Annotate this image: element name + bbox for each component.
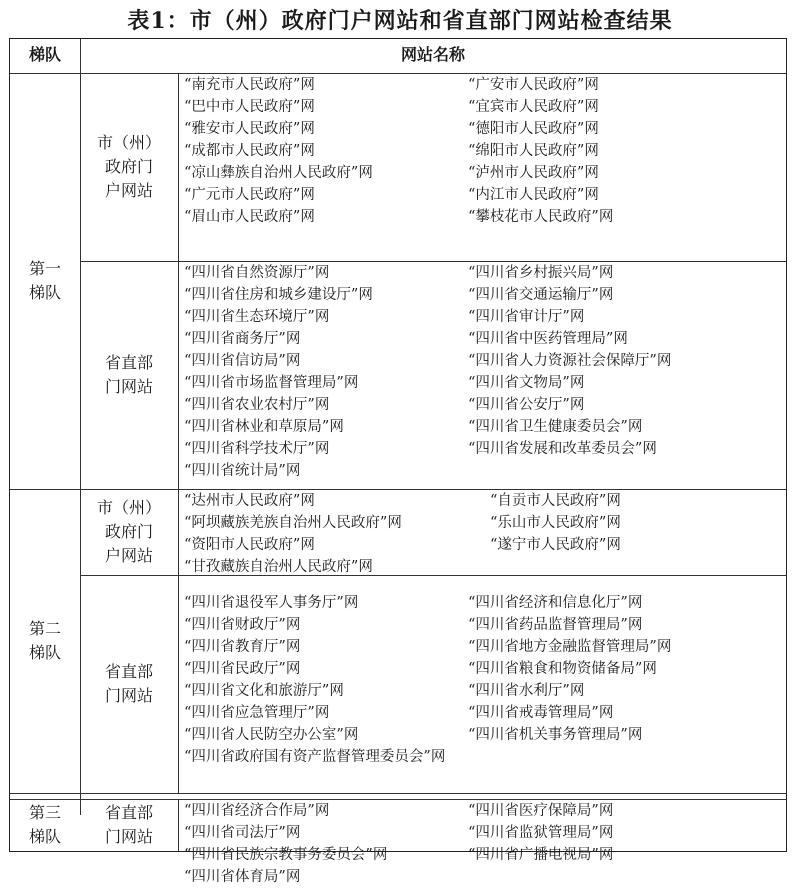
website-name: “四川省药品监督管理局”网 bbox=[468, 617, 643, 633]
group-label bbox=[80, 489, 178, 575]
website-name: “阿坝藏族羌族自治州人民政府”网 bbox=[184, 515, 402, 531]
website-name: “资阳市人民政府”网 bbox=[184, 537, 315, 553]
website-name: “雅安市人民政府”网 bbox=[184, 121, 315, 137]
website-name: “四川省发展和改革委员会”网 bbox=[468, 441, 657, 457]
website-name: “泸州市人民政府”网 bbox=[468, 165, 599, 181]
group-column-divider bbox=[178, 489, 179, 575]
website-name: “四川省经济合作局”网 bbox=[184, 803, 330, 819]
website-name: “四川省司法厅”网 bbox=[184, 825, 301, 841]
tier-label-line: 第三 bbox=[28, 803, 61, 822]
group-label-line: 市（州） bbox=[96, 133, 161, 152]
website-name: “四川省戒毒管理局”网 bbox=[468, 705, 614, 721]
website-name: “四川省地方金融监督管理局”网 bbox=[468, 639, 672, 655]
website-name: “内江市人民政府”网 bbox=[468, 187, 599, 203]
website-name: “四川省卫生健康委员会”网 bbox=[468, 419, 643, 435]
website-name: “四川省乡村振兴局”网 bbox=[468, 265, 614, 281]
tier-label-line: 梯队 bbox=[28, 283, 61, 302]
website-name: “四川省人力资源社会保障厅”网 bbox=[468, 353, 672, 369]
website-name: “四川省政府国有资产监督管理委员会”网 bbox=[184, 749, 446, 765]
group-column-divider bbox=[178, 261, 179, 489]
website-name: “宜宾市人民政府”网 bbox=[468, 99, 599, 115]
website-name: “眉山市人民政府”网 bbox=[184, 209, 315, 225]
group-label-line: 市（州） bbox=[96, 498, 161, 517]
website-name: “凉山彝族自治州人民政府”网 bbox=[184, 165, 373, 181]
group-label bbox=[80, 799, 178, 851]
website-name: “四川省民政厅”网 bbox=[184, 661, 301, 677]
group-label-line: 政府门 bbox=[104, 522, 153, 541]
website-name: “四川省广播电视局”网 bbox=[468, 847, 614, 863]
website-name: “四川省自然资源厅”网 bbox=[184, 265, 330, 281]
website-name: “四川省农业农村厅”网 bbox=[184, 397, 330, 413]
website-name: “攀枝花市人民政府”网 bbox=[468, 209, 614, 225]
tier-label bbox=[10, 489, 80, 793]
tier-label-line: 梯队 bbox=[28, 643, 61, 662]
group-column-divider bbox=[178, 575, 179, 793]
website-name: “绵阳市人民政府”网 bbox=[468, 143, 599, 159]
website-name: “四川省粮食和物资储备局”网 bbox=[468, 661, 657, 677]
website-name: “南充市人民政府”网 bbox=[184, 77, 315, 93]
header-tier: 梯队 bbox=[28, 45, 61, 64]
group-label-line: 门网站 bbox=[104, 686, 153, 705]
website-name: “四川省机关事务管理局”网 bbox=[468, 727, 643, 743]
group-label-line: 门网站 bbox=[104, 377, 153, 396]
website-name: “四川省财政厅”网 bbox=[184, 617, 301, 633]
website-name: “四川省生态环境厅”网 bbox=[184, 309, 330, 325]
website-name: “四川省中医药管理局”网 bbox=[468, 331, 628, 347]
website-name: “四川省科学技术厅”网 bbox=[184, 441, 330, 457]
website-name: “乐山市人民政府”网 bbox=[490, 515, 621, 531]
website-name: “四川省医疗保障局”网 bbox=[468, 803, 614, 819]
website-name: “四川省退役军人事务厅”网 bbox=[184, 595, 359, 611]
website-name: “四川省人民防空办公室”网 bbox=[184, 727, 359, 743]
website-name: “四川省审计厅”网 bbox=[468, 309, 585, 325]
group-label bbox=[80, 73, 178, 261]
group-label-line: 户网站 bbox=[104, 181, 153, 200]
website-name: “四川省商务厅”网 bbox=[184, 331, 301, 347]
website-name: “四川省民族宗教事务委员会”网 bbox=[184, 847, 388, 863]
table-title: 表1：市（州）政府门户网站和省直部门网站检查结果 bbox=[127, 8, 673, 34]
website-name: “四川省文物局”网 bbox=[468, 375, 585, 391]
website-name: “广元市人民政府”网 bbox=[184, 187, 315, 203]
website-name: “四川省信访局”网 bbox=[184, 353, 301, 369]
results-table bbox=[9, 38, 787, 885]
group-label-line: 门网站 bbox=[104, 827, 153, 846]
website-name: “达州市人民政府”网 bbox=[184, 493, 315, 509]
website-name: “四川省经济和信息化厅”网 bbox=[468, 595, 643, 611]
website-name: “四川省文化和旅游厅”网 bbox=[184, 683, 344, 699]
website-name: “四川省应急管理厅”网 bbox=[184, 705, 330, 721]
website-name: “成都市人民政府”网 bbox=[184, 143, 315, 159]
group-label-line: 省直部 bbox=[104, 353, 153, 372]
website-name: “四川省体育局”网 bbox=[184, 869, 301, 885]
website-name: “德阳市人民政府”网 bbox=[468, 121, 599, 137]
website-name: “四川省监狱管理局”网 bbox=[468, 825, 614, 841]
tier-label-line: 梯队 bbox=[28, 827, 61, 846]
tier-label bbox=[10, 799, 80, 851]
group-column-divider bbox=[178, 799, 179, 851]
group-label bbox=[80, 575, 178, 793]
tier-label bbox=[10, 73, 80, 489]
tier-label-line: 第一 bbox=[28, 259, 61, 278]
website-name: “四川省水利厅”网 bbox=[468, 683, 585, 699]
group-label-line: 户网站 bbox=[104, 546, 153, 565]
group-label-line: 政府门 bbox=[104, 157, 153, 176]
website-name: “自贡市人民政府”网 bbox=[490, 493, 621, 509]
tier-label-line: 第二 bbox=[28, 619, 61, 638]
website-name: “四川省交通运输厅”网 bbox=[468, 287, 614, 303]
website-name: “四川省市场监督管理局”网 bbox=[184, 375, 359, 391]
website-name: “四川省公安厅”网 bbox=[468, 397, 585, 413]
website-name: “四川省统计局”网 bbox=[184, 463, 301, 479]
website-name: “甘孜藏族自治州人民政府”网 bbox=[184, 559, 373, 575]
website-name: “四川省教育厅”网 bbox=[184, 639, 301, 655]
website-name: “广安市人民政府”网 bbox=[468, 77, 599, 93]
group-label bbox=[80, 261, 178, 489]
website-name: “四川省住房和城乡建设厅”网 bbox=[184, 287, 373, 303]
website-name: “巴中市人民政府”网 bbox=[184, 99, 315, 115]
header-site-name: 网站名称 bbox=[400, 45, 465, 64]
website-name: “遂宁市人民政府”网 bbox=[490, 537, 621, 553]
tier-divider bbox=[10, 793, 786, 794]
group-column-divider bbox=[178, 73, 179, 261]
group-label-line: 省直部 bbox=[104, 803, 153, 822]
website-name: “四川省林业和草原局”网 bbox=[184, 419, 344, 435]
group-label-line: 省直部 bbox=[104, 662, 153, 681]
group-divider bbox=[80, 575, 786, 576]
